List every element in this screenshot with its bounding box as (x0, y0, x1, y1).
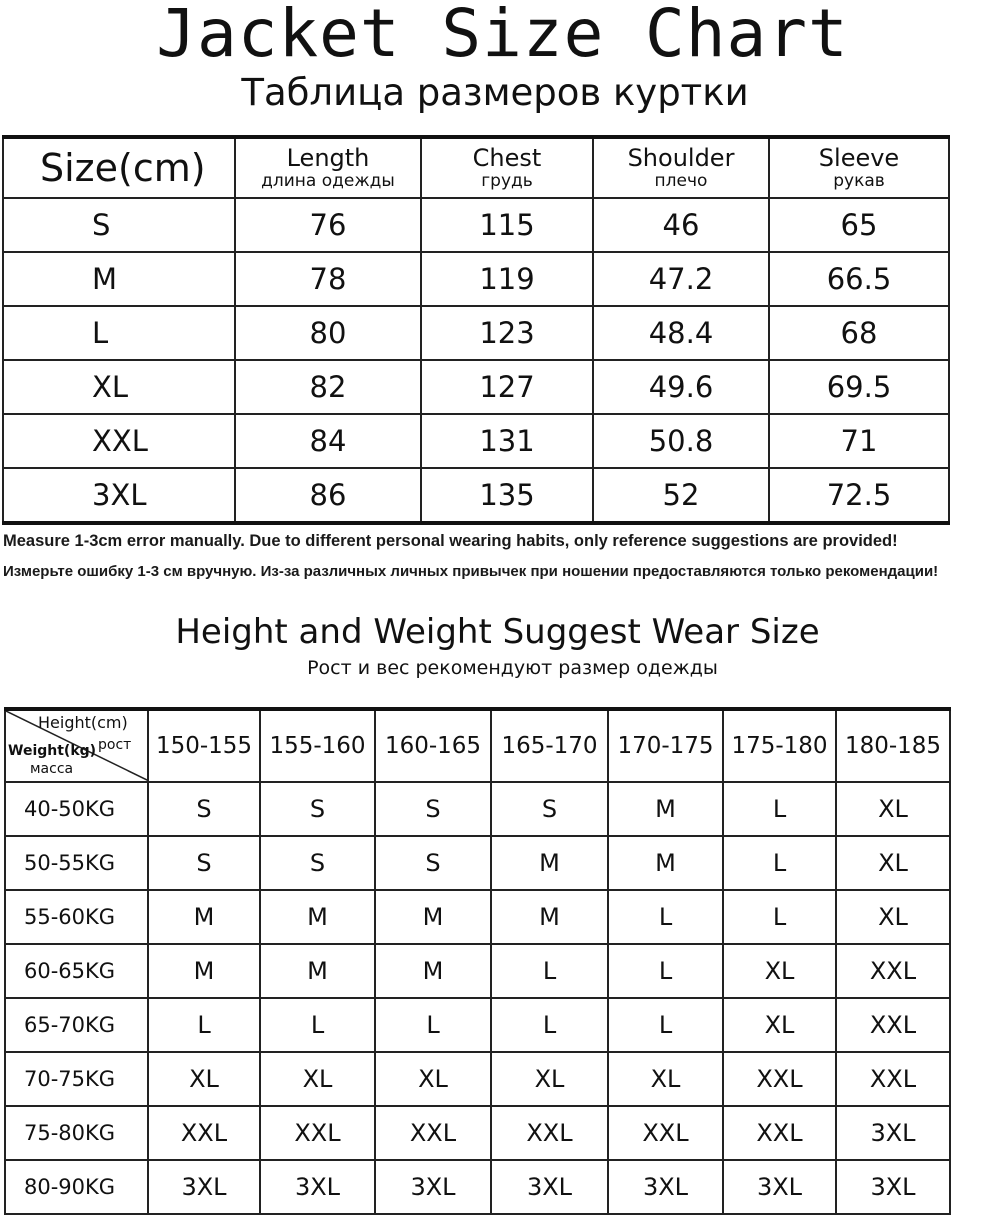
section-title: Height and Weight Suggest Wear Size (175, 612, 820, 652)
suggested-size-cell: 3XL (836, 1160, 950, 1214)
suggested-size-cell: 3XL (608, 1160, 723, 1214)
suggested-size-cell: L (723, 782, 836, 836)
size-table-header-row (3, 137, 949, 198)
table-row (5, 1160, 950, 1214)
size-cell: 3XL (3, 468, 235, 523)
suggested-size-cell: XXL (260, 1106, 375, 1160)
suggested-size-cell: L (148, 998, 260, 1052)
table-row (5, 998, 950, 1052)
height-header: 175-180 (723, 709, 836, 782)
height-header: 155-160 (260, 709, 375, 782)
suggested-size-cell: XL (608, 1052, 723, 1106)
weight-range-cell: 50-55KG (5, 836, 148, 890)
column-header-label-russian: длина одежды (261, 171, 395, 191)
column-header-sleeve (769, 137, 949, 198)
suggested-size-cell: 3XL (148, 1160, 260, 1214)
column-header-label: Length (286, 144, 370, 172)
shoulder-cell: 52 (593, 468, 769, 523)
chart-title: Jacket Size Chart (156, 0, 849, 72)
height-header: 165-170 (491, 709, 608, 782)
suggested-size-cell: XL (148, 1052, 260, 1106)
suggested-size-cell: S (260, 782, 375, 836)
size-cell: S (3, 198, 235, 252)
measurement-note: Measure 1-3cm error manually. Due to different personal wearing habits, only reference suggestions are provided! (3, 532, 898, 550)
height-header: 150-155 (148, 709, 260, 782)
sleeve-cell: 68 (769, 306, 949, 360)
weight-range-cell: 80-90KG (5, 1160, 148, 1214)
shoulder-cell: 47.2 (593, 252, 769, 306)
suggested-size-cell: M (375, 890, 491, 944)
suggested-size-cell: XL (723, 998, 836, 1052)
weight-range-cell: 40-50KG (5, 782, 148, 836)
table-row (3, 306, 949, 360)
table-row (3, 198, 949, 252)
length-cell: 86 (235, 468, 421, 523)
suggested-size-cell: 3XL (836, 1106, 950, 1160)
suggested-size-cell: L (491, 998, 608, 1052)
table-row (5, 1052, 950, 1106)
suggested-size-cell: XXL (375, 1106, 491, 1160)
wear-table-header-row (5, 709, 950, 782)
suggested-size-cell: XL (836, 890, 950, 944)
suggested-size-cell: L (260, 998, 375, 1052)
shoulder-cell: 46 (593, 198, 769, 252)
suggested-size-cell: 3XL (491, 1160, 608, 1214)
suggested-size-cell: 3XL (260, 1160, 375, 1214)
shoulder-cell: 48.4 (593, 306, 769, 360)
suggested-size-cell: XL (723, 944, 836, 998)
length-cell: 76 (235, 198, 421, 252)
weight-axis-label-russian: масса (30, 761, 74, 777)
suggested-size-cell: L (491, 944, 608, 998)
weight-axis-label: Weight(kg) (8, 743, 97, 759)
weight-range-cell: 60-65KG (5, 944, 148, 998)
suggested-size-cell: 3XL (723, 1160, 836, 1214)
column-header-label-russian: плечо (654, 171, 708, 191)
suggested-size-cell: M (491, 890, 608, 944)
chest-cell: 123 (421, 306, 593, 360)
weight-range-cell: 55-60KG (5, 890, 148, 944)
column-header-label: Shoulder (627, 144, 735, 172)
shoulder-cell: 49.6 (593, 360, 769, 414)
height-header: 170-175 (608, 709, 723, 782)
suggested-size-cell: XXL (836, 944, 950, 998)
suggested-size-cell: M (148, 944, 260, 998)
suggested-size-cell: S (260, 836, 375, 890)
table-row (5, 782, 950, 836)
suggested-size-cell: M (260, 890, 375, 944)
measurement-note-russian: Измерьте ошибку 1-3 см вручную. Из-за различных личных привычек при ношении предоставляются только рекомендации! (3, 563, 939, 580)
size-column-header: Size(cm) (3, 137, 235, 198)
length-cell: 84 (235, 414, 421, 468)
suggested-size-cell: M (491, 836, 608, 890)
suggested-size-cell: L (608, 998, 723, 1052)
suggested-size-cell: 3XL (375, 1160, 491, 1214)
table-row (3, 468, 949, 523)
suggested-size-cell: S (375, 782, 491, 836)
suggested-size-cell: XXL (148, 1106, 260, 1160)
suggested-size-cell: M (375, 944, 491, 998)
size-cell: XL (3, 360, 235, 414)
suggested-size-cell: M (148, 890, 260, 944)
height-axis-label-russian: рост (98, 737, 132, 753)
size-cell: XXL (3, 414, 235, 468)
chest-cell: 119 (421, 252, 593, 306)
suggested-size-cell: L (723, 890, 836, 944)
column-header-label-russian: рукав (833, 171, 885, 191)
suggested-size-cell: S (375, 836, 491, 890)
suggested-size-cell: M (608, 782, 723, 836)
corner-header-cell (5, 709, 148, 782)
size-cell: L (3, 306, 235, 360)
column-header-label-russian: грудь (481, 171, 533, 191)
suggested-size-cell: XXL (723, 1052, 836, 1106)
table-row (5, 890, 950, 944)
shoulder-cell: 50.8 (593, 414, 769, 468)
suggested-size-cell: S (148, 836, 260, 890)
table-row (3, 414, 949, 468)
suggested-size-cell: XL (260, 1052, 375, 1106)
wear-size-table (4, 707, 951, 1215)
suggested-size-cell: XXL (491, 1106, 608, 1160)
height-header: 180-185 (836, 709, 950, 782)
column-header-shoulder (593, 137, 769, 198)
sleeve-cell: 71 (769, 414, 949, 468)
sleeve-cell: 66.5 (769, 252, 949, 306)
height-axis-label: Height(cm) (38, 713, 128, 732)
suggested-size-cell: XL (375, 1052, 491, 1106)
sleeve-cell: 69.5 (769, 360, 949, 414)
table-row (3, 252, 949, 306)
suggested-size-cell: XL (836, 782, 950, 836)
suggested-size-cell: L (608, 944, 723, 998)
suggested-size-cell: XXL (836, 998, 950, 1052)
section-subtitle: Рост и вес рекомендуют размер одежды (307, 657, 718, 679)
length-cell: 82 (235, 360, 421, 414)
chest-cell: 127 (421, 360, 593, 414)
wear-table-body (5, 782, 950, 1214)
suggested-size-cell: L (723, 836, 836, 890)
weight-range-cell: 65-70KG (5, 998, 148, 1052)
weight-range-cell: 70-75KG (5, 1052, 148, 1106)
table-row (5, 836, 950, 890)
suggested-size-cell: M (260, 944, 375, 998)
suggested-size-cell: L (608, 890, 723, 944)
sleeve-cell: 72.5 (769, 468, 949, 523)
weight-range-cell: 75-80KG (5, 1106, 148, 1160)
column-header-chest (421, 137, 593, 198)
chest-cell: 135 (421, 468, 593, 523)
suggested-size-cell: S (148, 782, 260, 836)
size-cell: M (3, 252, 235, 306)
height-header: 160-165 (375, 709, 491, 782)
suggested-size-cell: XXL (723, 1106, 836, 1160)
column-header-length (235, 137, 421, 198)
column-header-label: Sleeve (818, 144, 900, 172)
length-cell: 80 (235, 306, 421, 360)
sleeve-cell: 65 (769, 198, 949, 252)
column-header-label: Chest (472, 144, 542, 172)
suggested-size-cell: M (608, 836, 723, 890)
suggested-size-cell: XXL (836, 1052, 950, 1106)
chart-title-russian: Таблица размеров куртки (241, 71, 749, 114)
suggested-size-cell: XL (836, 836, 950, 890)
length-cell: 78 (235, 252, 421, 306)
chest-cell: 115 (421, 198, 593, 252)
suggested-size-cell: S (491, 782, 608, 836)
table-row (3, 360, 949, 414)
suggested-size-cell: XL (491, 1052, 608, 1106)
chest-cell: 131 (421, 414, 593, 468)
table-row (5, 944, 950, 998)
size-table (2, 135, 950, 525)
suggested-size-cell: L (375, 998, 491, 1052)
table-row (5, 1106, 950, 1160)
suggested-size-cell: XXL (608, 1106, 723, 1160)
